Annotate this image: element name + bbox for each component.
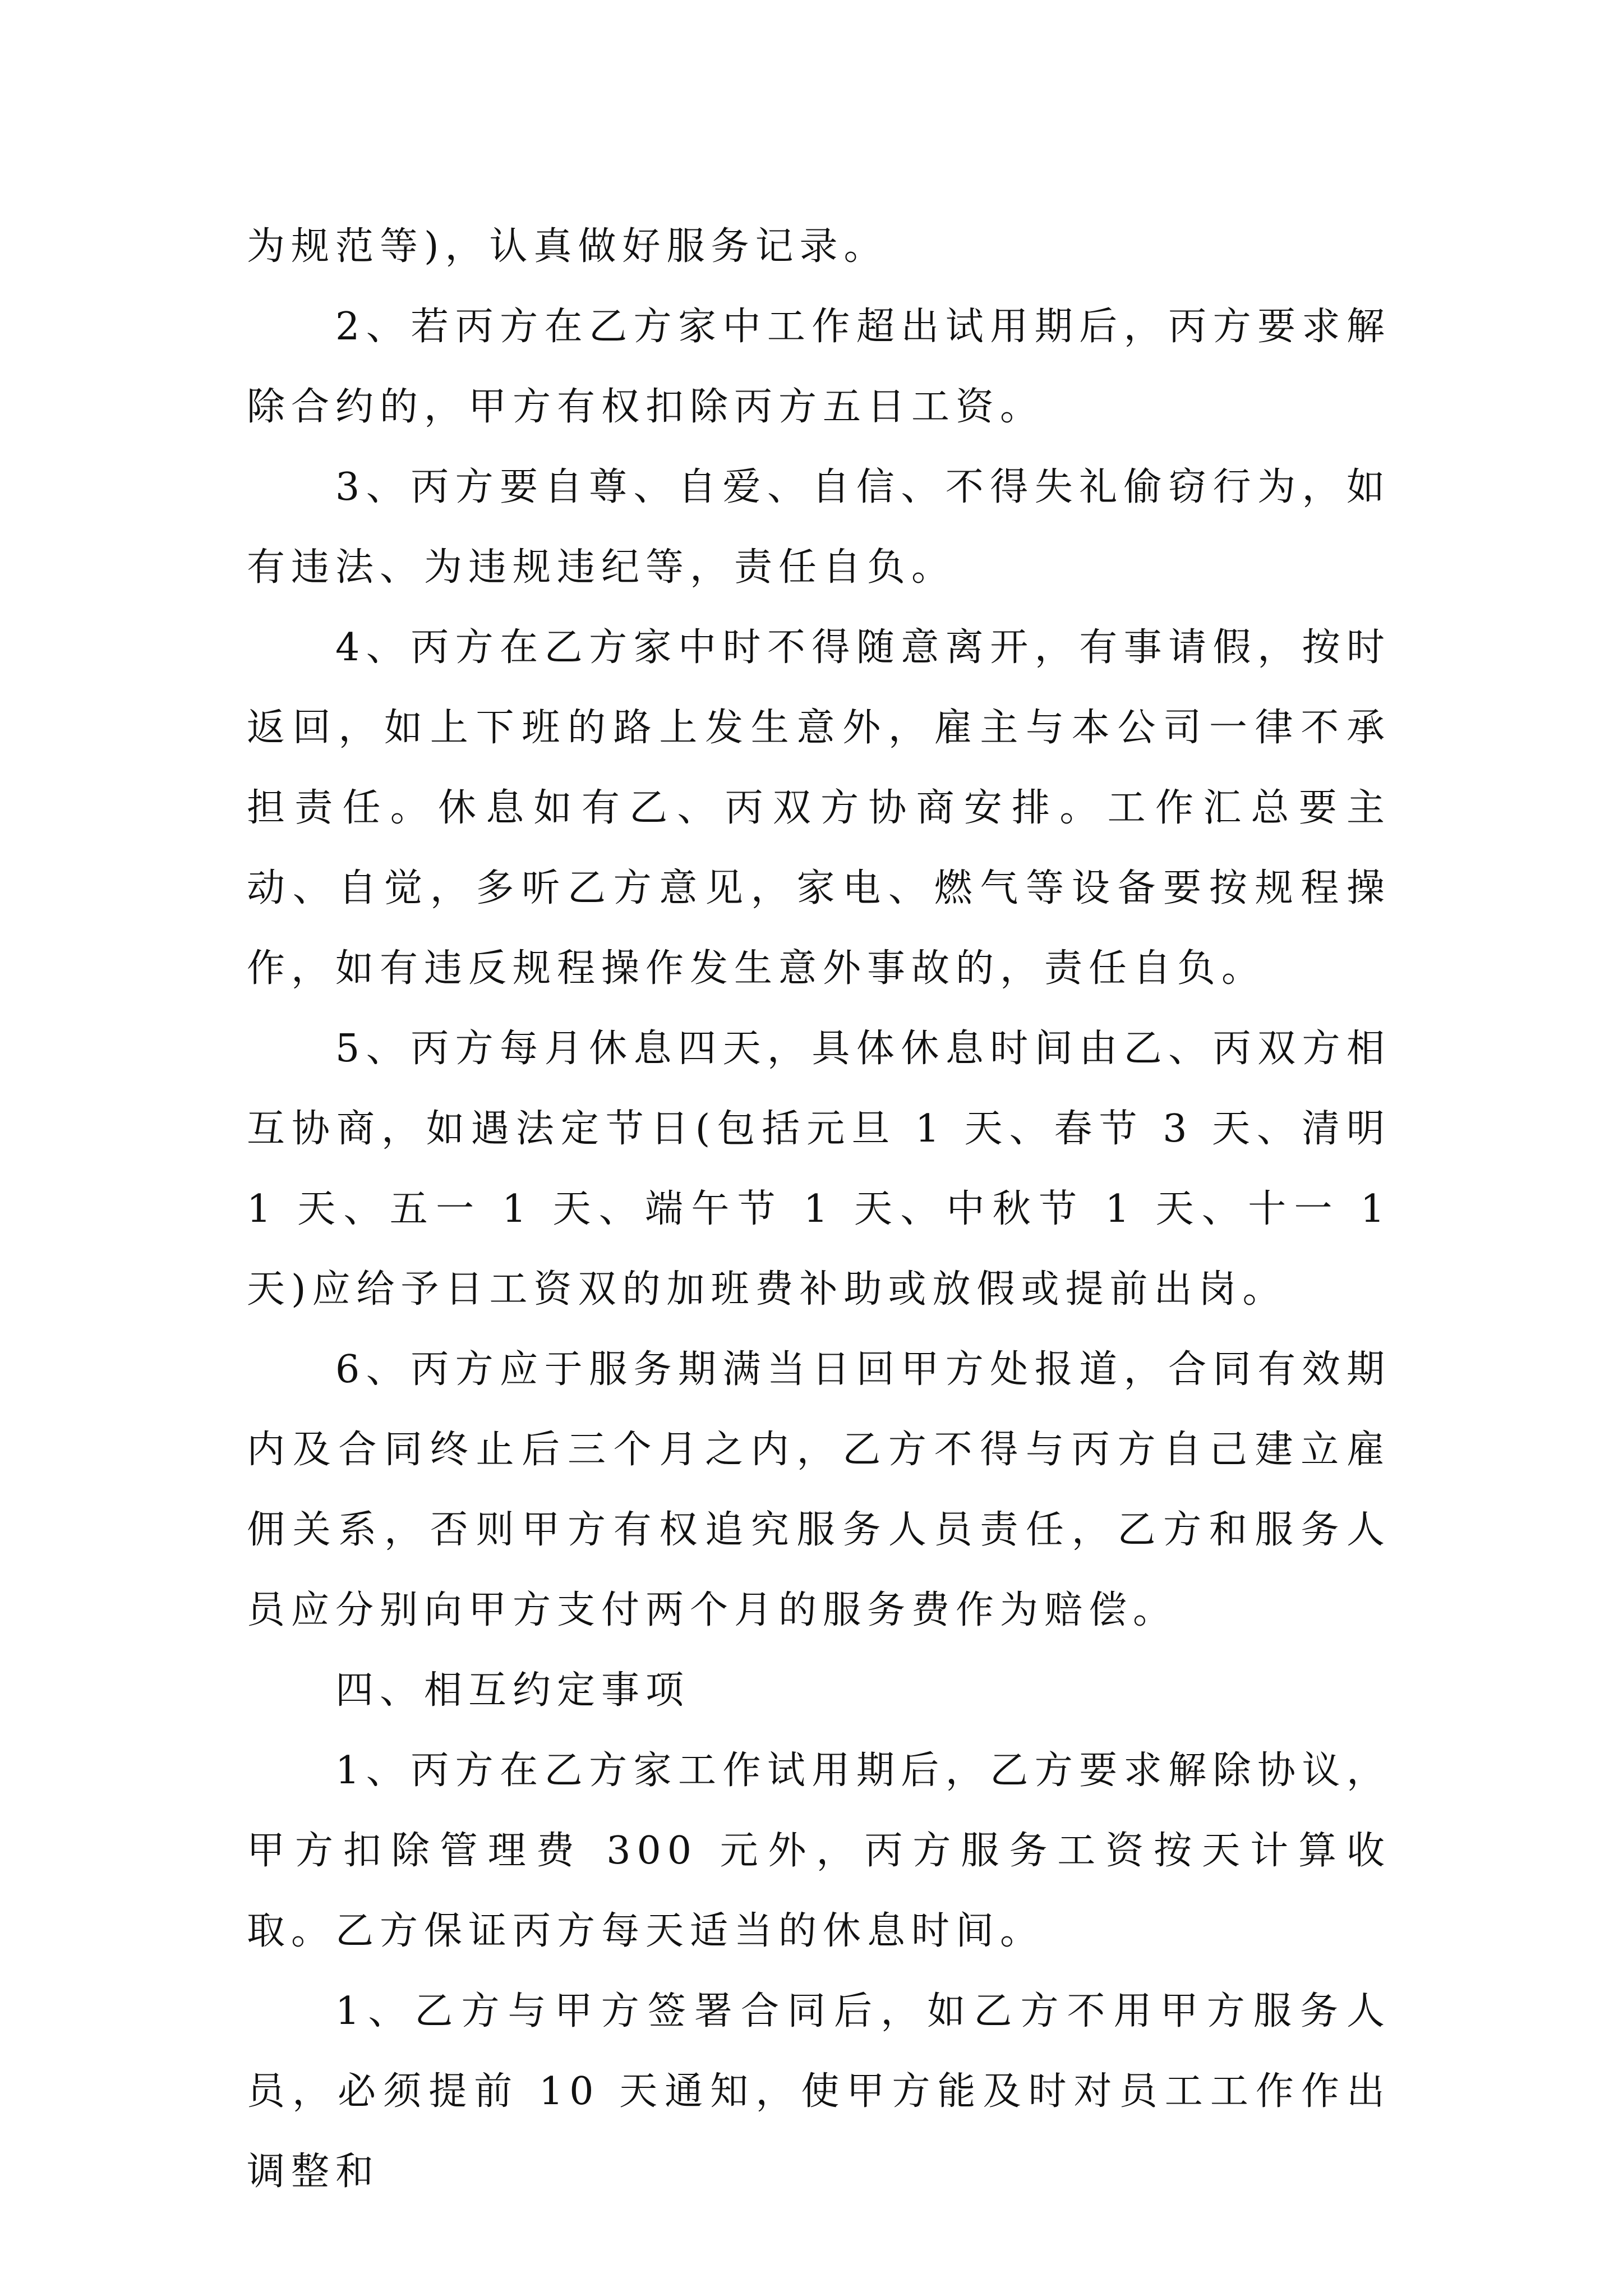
paragraph-clause-2: 2、若丙方在乙方家中工作超出试用期后，丙方要求解除合约的，甲方有权扣除丙方五日工资。 — [247, 305, 1391, 429]
paragraph-continuation: 为规范等)，认真做好服务记录。 — [247, 224, 888, 269]
paragraph-clause-3: 3、丙方要自尊、自爱、自信、不得失礼偷窃行为，如有违法、为违规违纪等，责任自负。 — [247, 465, 1391, 590]
section-heading: 四、相互约定事项 — [335, 1668, 690, 1713]
paragraph-clause-5: 5、丙方每月休息四天，具体休息时间由乙、丙双方相互协商，如遇法定节日(包括元旦 1 天、春节 3 天、清明 1 天、五一 1 天、端午节 1 天、中秋节 1 天、十一 1 天)应给予日工资双的加班费补助或放假或提前出岗。 — [247, 1027, 1391, 1312]
paragraph-clause-4: 4、丙方在乙方家中时不得随意离开，有事请假，按时返回，如上下班的路上发生意外，雇主与本公司一律不承担责任。休息如有乙、丙双方协商安排。工作汇总要主动、自觉，多听乙方意见，家电、燃气等设备要按规程操作，如有违反规程操作发生意外事故的，责任自负。 — [247, 625, 1391, 991]
paragraph-clause-6: 6、丙方应于服务期满当日回甲方处报道，合同有效期内及合同终止后三个月之内，乙方不得与丙方自己建立雇佣关系，否则甲方有权追究服务人员责任，乙方和服务人员应分别向甲方支付两个月的服务费作为赔偿。 — [247, 1347, 1391, 1632]
paragraph-agreement-1: 1、丙方在乙方家工作试用期后，乙方要求解除协议，甲方扣除管理费 300 元外，丙方服务工资按天计算收取。乙方保证丙方每天适当的休息时间。 — [247, 1749, 1391, 1953]
document-body — [247, 206, 1391, 2212]
paragraph-agreement-1b: 1、乙方与甲方签署合同后，如乙方不用甲方服务人员，必须提前 10 天通知，使甲方能及时对员工工作作出调整和 — [247, 1989, 1391, 2194]
